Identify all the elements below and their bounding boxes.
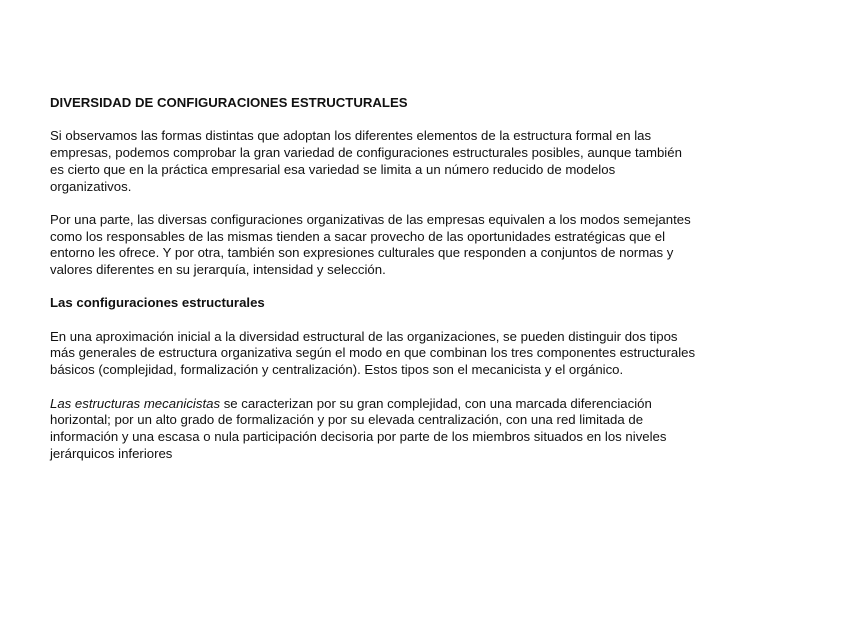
document-title: DIVERSIDAD DE CONFIGURACIONES ESTRUCTURALES — [50, 95, 408, 110]
text-segment: se caracterizan por su gran complejidad, con una marcada diferenciación — [220, 395, 652, 411]
text-line: información y una escasa o nula participación decisoria por parte de los miembros situados en los niveles — [50, 428, 667, 444]
text-line: entorno les ofrece. Y por otra, también son expresiones culturales que responden a conjuntos de normas y — [50, 245, 674, 261]
text-line: En una aproximación inicial a la diversidad estructural de las organizaciones, se pueden distinguir dos tipos — [50, 328, 678, 344]
paragraph-configurations — [50, 212, 750, 279]
text-line: horizontal; por un alto grado de formalización y por su elevada centralización, con una red limitada de — [50, 412, 644, 428]
text-line: Por una parte, las diversas configuraciones organizativas de las empresas equivalen a los modos semejantes — [50, 211, 691, 227]
text-line: básicos (complejidad, formalización y centralización). Estos tipos son el mecanicista y el orgánico. — [50, 362, 624, 378]
text-line: jerárquicos inferiores — [50, 445, 173, 461]
text-line: empresas, podemos comprobar la gran variedad de configuraciones estructurales posibles, aunque también — [50, 145, 682, 161]
text-line: como los responsables de las mismas tienden a sacar provecho de las oportunidades estratégicas que el — [50, 228, 666, 244]
paragraph-intro — [50, 128, 750, 195]
paragraph-mechanistic — [50, 396, 750, 463]
text-line: es cierto que en la práctica empresarial esa variedad se limita a un número reducido de modelos — [50, 161, 616, 177]
italic-term: Las estructuras mecanicistas — [50, 395, 221, 411]
section-subheading: Las configuraciones estructurales — [50, 295, 265, 311]
text-line — [50, 396, 750, 413]
document-page — [50, 95, 750, 479]
paragraph-types — [50, 329, 750, 379]
text-line: valores diferentes en su jerarquía, intensidad y selección. — [50, 262, 386, 277]
text-line: más generales de estructura organizativa según el modo en que combinan los tres componentes estructurales — [50, 345, 696, 361]
text-line: Si observamos las formas distintas que adoptan los diferentes elementos de la estructura formal en las — [50, 128, 652, 144]
text-line: organizativos. — [50, 178, 132, 194]
